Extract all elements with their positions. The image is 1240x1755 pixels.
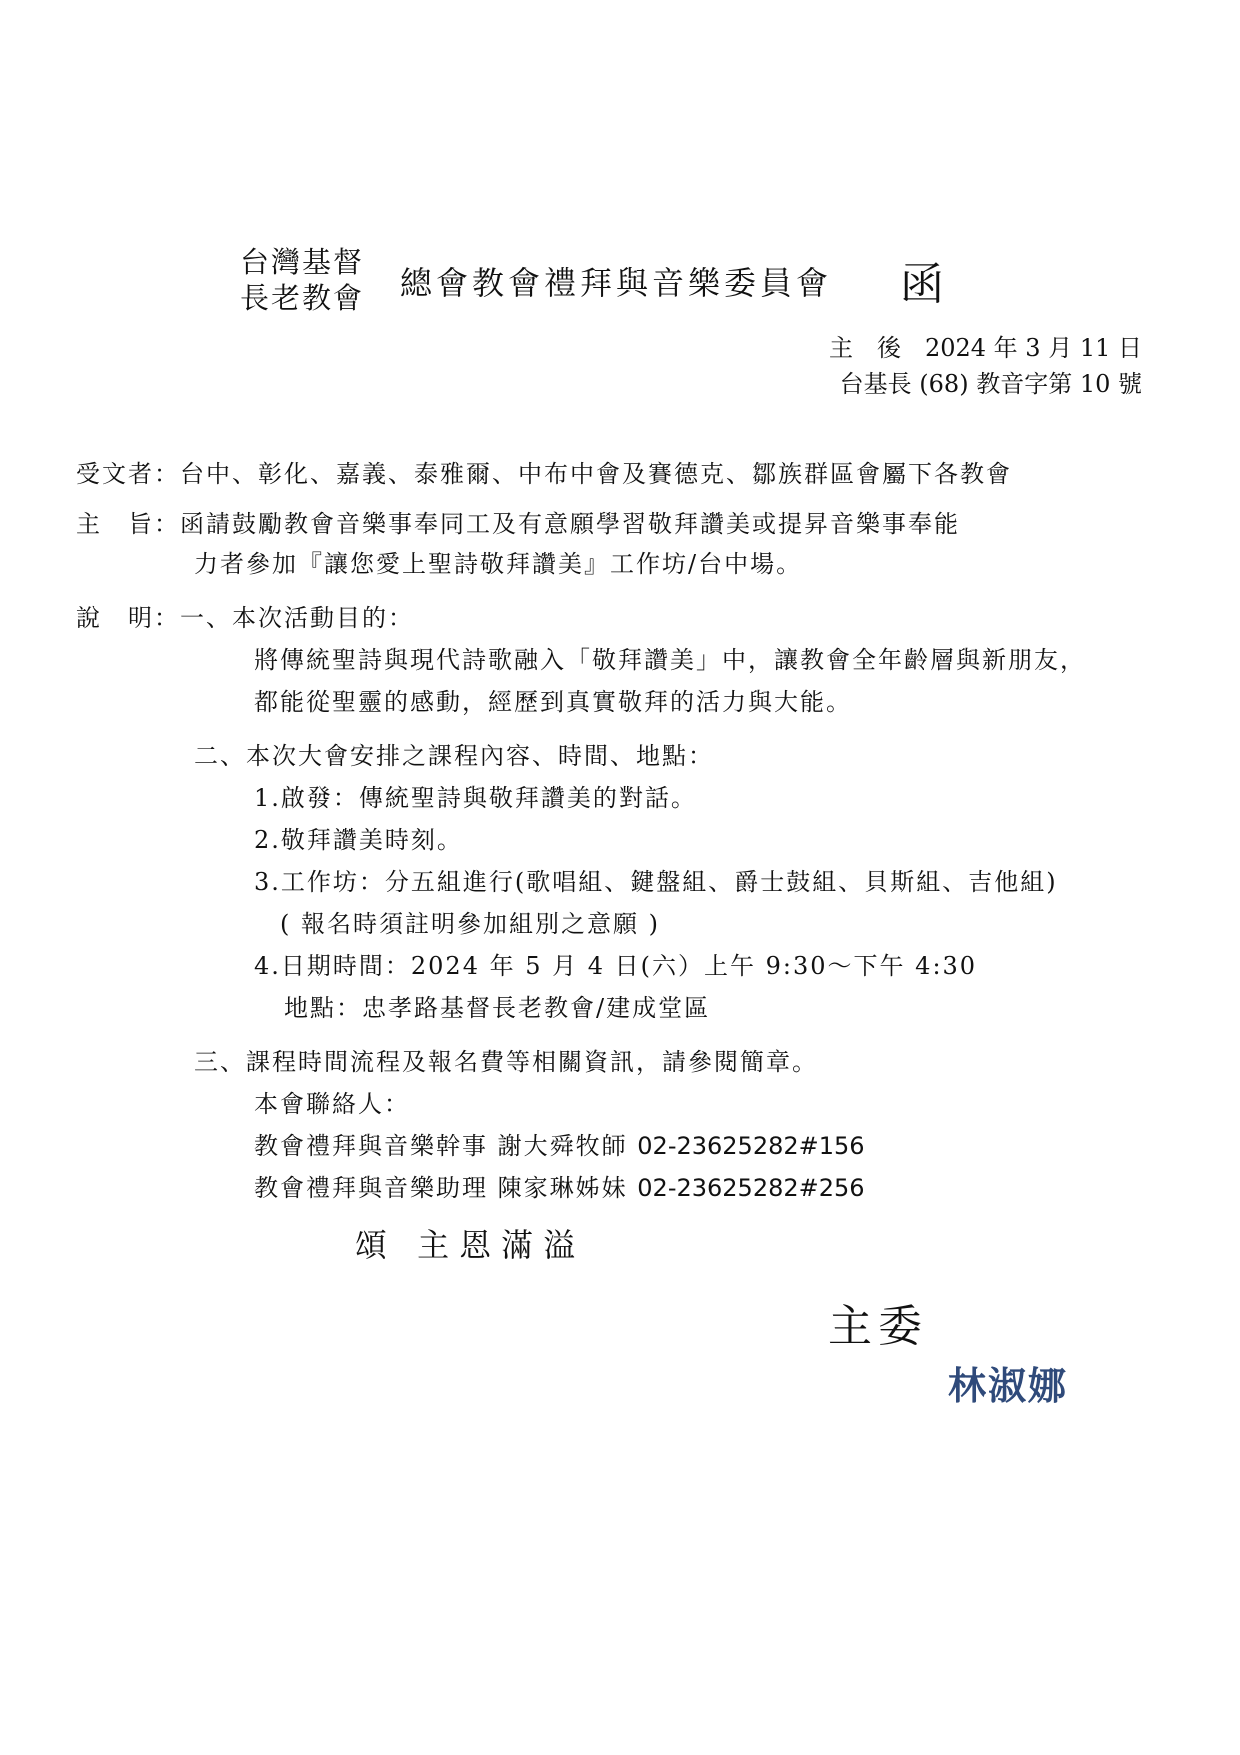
contact-row-1 bbox=[254, 1126, 865, 1161]
section-1-heading: 一、本次活動目的： bbox=[180, 604, 414, 632]
contact-2-name: 教會禮拜與音樂助理 陳家琳姊妹 bbox=[254, 1174, 628, 1202]
section-2-item-1: 1.啟發：傳統聖詩與敬拜讚美的對話。 bbox=[254, 784, 697, 812]
section-1-line-1: 將傳統聖詩與現代詩歌融入「敬拜讚美」中，讓教會全年齡層與新朋友， bbox=[254, 646, 1086, 674]
document-type: 函 bbox=[900, 259, 944, 310]
signature: 林淑娜 bbox=[948, 1364, 1069, 1408]
recipients-label: 受文者： bbox=[76, 460, 180, 488]
section-2-item-4: 4.日期時間：2024 年 5 月 4 日(六）上午 9:30～下午 4:30 bbox=[254, 952, 978, 980]
issue-date: 主 後 2024 年 3 月 11 日 bbox=[828, 334, 1142, 362]
section-2-item-2: 2.敬拜讚美時刻。 bbox=[254, 826, 463, 854]
section-3-heading: 三、課程時間流程及報名費等相關資訊，請參閱簡章。 bbox=[194, 1048, 818, 1076]
organization-name bbox=[240, 244, 364, 316]
subject-line-2: 力者參加『讓您愛上聖詩敬拜讚美』工作坊/台中場。 bbox=[194, 550, 803, 578]
signer-title: 主委 bbox=[828, 1301, 928, 1352]
recipients-row bbox=[76, 454, 1012, 489]
contact-row-2 bbox=[254, 1168, 865, 1203]
section-2-item-3: 3.工作坊：分五組進行(歌唱組、鍵盤組、爵士鼓組、貝斯組、吉他組) bbox=[254, 868, 1058, 896]
contact-1-phone: 02-23625282#156 bbox=[637, 1132, 865, 1160]
subject-row bbox=[76, 504, 960, 539]
recipients-text: 台中、彰化、嘉義、泰雅爾、中布中會及賽德克、鄒族群區會屬下各教會 bbox=[180, 460, 1012, 488]
org-line-1: 台灣基督 bbox=[240, 245, 365, 279]
contact-1-name: 教會禮拜與音樂幹事 謝大舜牧師 bbox=[254, 1132, 628, 1160]
committee-name: 總會教會禮拜與音樂委員會 bbox=[400, 264, 833, 302]
subject-line-1: 函請鼓勵教會音樂事奉同工及有意願學習敬拜讚美或提昇音樂事奉能 bbox=[180, 510, 960, 538]
closing-blessing: 頌 主恩滿溢 bbox=[355, 1226, 586, 1264]
reference-number: 台基長 (68) 教音字第 10 號 bbox=[839, 370, 1142, 398]
section-1-line-2: 都能從聖靈的感動，經歷到真實敬拜的活力與大能。 bbox=[254, 688, 852, 716]
section-2-item-4-place: 地點：忠孝路基督長老教會/建成堂區 bbox=[284, 994, 711, 1022]
document-meta bbox=[829, 330, 1142, 402]
org-line-2: 長老教會 bbox=[240, 281, 365, 315]
section-2-heading: 二、本次大會安排之課程內容、時間、地點： bbox=[194, 742, 714, 770]
contact-2-phone: 02-23625282#256 bbox=[637, 1174, 865, 1202]
section-2-item-3-note: ( 報名時須註明參加組別之意願 ) bbox=[280, 910, 660, 938]
explanation-row bbox=[76, 598, 414, 633]
contact-label: 本會聯絡人： bbox=[254, 1090, 410, 1118]
subject-label: 主 旨： bbox=[76, 510, 180, 538]
explanation-label: 說 明： bbox=[76, 604, 180, 632]
